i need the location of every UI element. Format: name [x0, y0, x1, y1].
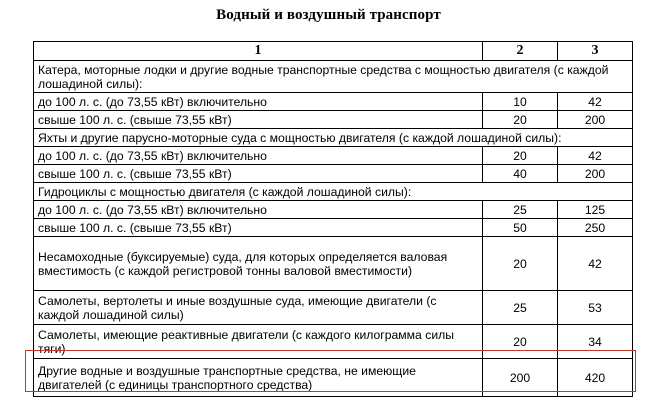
rate-col3: 420 [558, 359, 633, 397]
rate-col2: 200 [483, 359, 558, 397]
section-row-jetskis [34, 183, 633, 201]
table-row [34, 111, 633, 129]
section-label: Яхты и другие парусно-моторные суда с мощностью двигателя (с каждой лошадиной силы): [34, 129, 633, 147]
row-label: свыше 100 л. с. (свыше 73,55 кВт) [34, 219, 483, 237]
row-label: Самолеты, имеющие реактивные двигатели (с каждого килограмма силы тяги) [34, 325, 483, 359]
section-row-yachts [34, 129, 633, 147]
rate-col3: 42 [558, 147, 633, 165]
row-label: свыше 100 л. с. (свыше 73,55 кВт) [34, 165, 483, 183]
row-label: до 100 л. с. (до 73,55 кВт) включительно [34, 147, 483, 165]
rate-col2: 20 [483, 111, 558, 129]
rate-col2: 20 [483, 325, 558, 359]
document-title: Водный и воздушный транспорт [216, 7, 441, 23]
rate-col3: 42 [558, 237, 633, 291]
table-row [34, 219, 633, 237]
rate-col2: 40 [483, 165, 558, 183]
rate-col3: 200 [558, 165, 633, 183]
row-label: Несамоходные (буксируемые) суда, для которых определяется валовая вместимость (с каждой регистровой тонны валовой вместимости) [34, 237, 483, 291]
rate-col2: 25 [483, 291, 558, 325]
table-row [34, 165, 633, 183]
row-label: Самолеты, вертолеты и иные воздушные суда, имеющие двигатели (с каждой лошадиной силы) [34, 291, 483, 325]
table-header-row [34, 42, 633, 61]
table-row [34, 93, 633, 111]
table-row-highlighted [34, 359, 633, 397]
row-label: Другие водные и воздушные транспортные средства, не имеющие двигателей (с единицы транспортного средства) [34, 359, 483, 397]
rate-col2: 25 [483, 201, 558, 219]
row-label: до 100 л. с. (до 73,55 кВт) включительно [34, 201, 483, 219]
rate-col3: 200 [558, 111, 633, 129]
table-row [34, 291, 633, 325]
rate-col2: 20 [483, 147, 558, 165]
section-label: Катера, моторные лодки и другие водные транспортные средства с мощностью двигателя (с каждой лошадиной силы): [34, 61, 633, 93]
table-row [34, 325, 633, 359]
rate-col3: 125 [558, 201, 633, 219]
table-row [34, 237, 633, 291]
section-label: Гидроциклы с мощностью двигателя (с каждой лошадиной силы): [34, 183, 633, 201]
row-label: до 100 л. с. (до 73,55 кВт) включительно [34, 93, 483, 111]
column-header-1: 1 [34, 42, 483, 61]
rate-col3: 53 [558, 291, 633, 325]
row-label: свыше 100 л. с. (свыше 73,55 кВт) [34, 111, 483, 129]
rate-col3: 250 [558, 219, 633, 237]
rate-col3: 34 [558, 325, 633, 359]
table-row [34, 147, 633, 165]
table-row [34, 201, 633, 219]
rate-col2: 50 [483, 219, 558, 237]
column-header-2: 2 [483, 42, 558, 61]
rate-col2: 20 [483, 237, 558, 291]
tax-rate-table [33, 41, 633, 397]
rate-col2: 10 [483, 93, 558, 111]
rate-col3: 42 [558, 93, 633, 111]
column-header-3: 3 [558, 42, 633, 61]
section-row-boats [34, 61, 633, 93]
